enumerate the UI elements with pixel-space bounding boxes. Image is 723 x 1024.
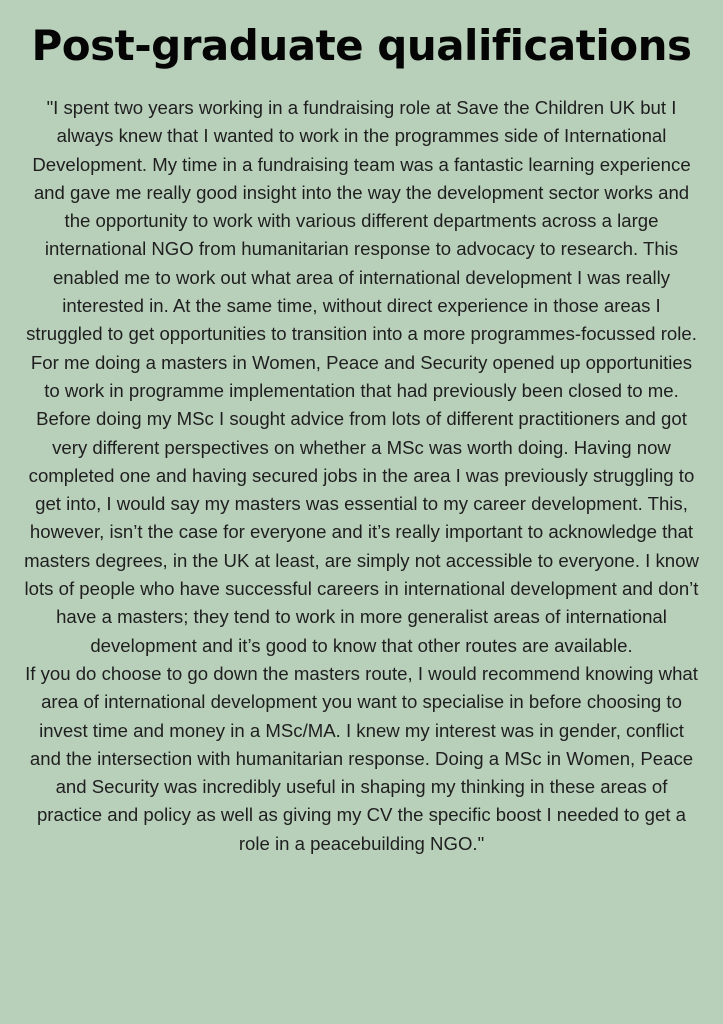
quote-paragraph-1: "I spent two years working in a fundraising role at Save the Children UK but I always knew that I wanted to work in the programmes side of International Development. My time in a fundraising team was a fantastic learning experience and gave me really good insight into the way the development sector works and the opportunity to work with various different departments across a large international NGO from humanitarian response to advocacy to research. This enabled me to work out what area of international development I was really interested in. At the same time, without direct experience in those areas I struggled to get opportunities to transition into a more programmes-focussed role. (26, 97, 697, 345)
quote-body (22, 94, 701, 858)
page-title: Post-graduate qualifications (31, 21, 692, 70)
quote-paragraph-3: If you do choose to go down the masters route, I would recommend knowing what area of international development you want to specialise in before choosing to invest time and money in a MSc/MA. I knew my interest was in gender, conflict and the intersection with humanitarian response. Doing a MSc in Women, Peace and Security was incredibly useful in shaping my thinking in these areas of practice and policy as well as giving my CV the specific boost I needed to get a role in a peacebuilding NGO." (25, 662, 698, 854)
quote-paragraph-2: For me doing a masters in Women, Peace and Security opened up opportunities to work in programme implementation that had previously been closed to me. Before doing my MSc I sought advice from lots of different practitioners and got very different perspectives on whether a MSc was worth doing. Having now completed one and having secured jobs in the area I was previously struggling to get into, I would say my masters was essential to my career development. This, however, isn’t the case for everyone and it’s really important to acknowledge that masters degrees, in the UK at least, are simply not accessible to everyone. I know lots of people who have successful careers in international development and don’t have a masters; they tend to work in more generalist areas of international development and it’s good to know that other routes are available. (24, 351, 699, 656)
